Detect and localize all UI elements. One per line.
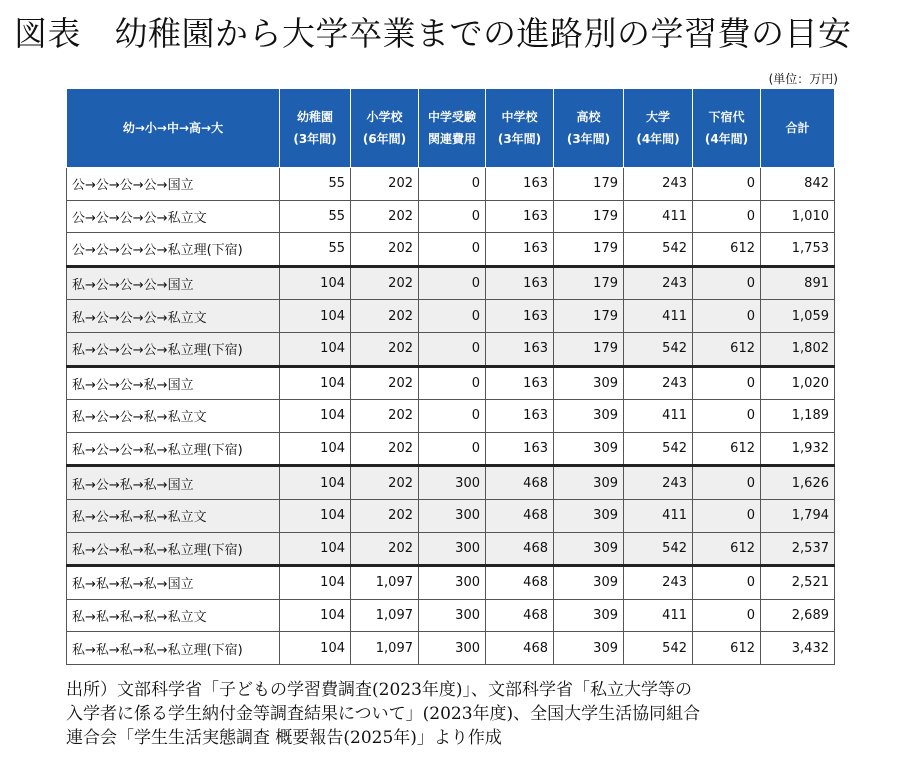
cost-cell: 0 [693, 300, 761, 333]
cost-cell: 163 [486, 233, 554, 267]
table-body [67, 168, 835, 665]
cost-cell: 468 [486, 566, 554, 600]
cost-cell: 179 [554, 233, 624, 267]
cost-cell: 3,432 [761, 632, 835, 665]
cost-cell: 202 [351, 532, 419, 566]
cost-cell: 163 [486, 300, 554, 333]
unit-note: (単位：万円) [768, 72, 838, 86]
cost-cell: 55 [280, 168, 351, 201]
table-row [67, 200, 835, 233]
table-row [67, 300, 835, 333]
cost-cell: 104 [280, 632, 351, 665]
cost-cell: 0 [693, 266, 761, 300]
cost-cell: 243 [624, 566, 693, 600]
column-header-subline: (3年間) [566, 132, 611, 146]
column-header-line: 下宿代 [708, 110, 745, 124]
cost-cell: 0 [693, 499, 761, 532]
cost-cell: 179 [554, 200, 624, 233]
cost-cell: 104 [280, 300, 351, 333]
source-line: 連合会「学生生活実態調査 概要報告(2025年)」より作成 [66, 728, 502, 748]
cost-cell: 612 [693, 432, 761, 466]
cost-cell: 0 [419, 300, 486, 333]
cost-cell: 1,010 [761, 200, 835, 233]
table-row [67, 566, 835, 600]
cost-cell: 104 [280, 599, 351, 632]
column-header-subline: (6年間) [362, 132, 407, 146]
cost-cell: 163 [486, 432, 554, 466]
cost-cell: 0 [419, 366, 486, 400]
cost-cell: 0 [419, 200, 486, 233]
cost-cell: 309 [554, 432, 624, 466]
route-cell: 私→公→公→私→国立 [67, 366, 280, 400]
source-note [66, 678, 856, 750]
source-line: 入学者に係る学生納付金等調査結果について」(2023年度)、全国大学生活協同組合 [66, 704, 701, 724]
column-header [67, 89, 280, 168]
cost-cell: 202 [351, 332, 419, 366]
route-cell: 私→私→私→私→国立 [67, 566, 280, 600]
cost-cell: 104 [280, 332, 351, 366]
cost-cell: 202 [351, 366, 419, 400]
cost-cell: 2,689 [761, 599, 835, 632]
column-header [280, 89, 351, 168]
cost-cell: 202 [351, 266, 419, 300]
cost-cell: 163 [486, 266, 554, 300]
cost-cell: 1,753 [761, 233, 835, 267]
column-header [554, 89, 624, 168]
table-row [67, 332, 835, 366]
cost-table [66, 88, 835, 665]
column-header-subline: (4年間) [704, 132, 749, 146]
table-row [67, 466, 835, 500]
cost-cell: 0 [419, 400, 486, 433]
cost-cell: 309 [554, 566, 624, 600]
cost-cell: 243 [624, 266, 693, 300]
cost-cell: 1,932 [761, 432, 835, 466]
cost-cell: 163 [486, 200, 554, 233]
cost-cell: 0 [693, 400, 761, 433]
cost-cell: 202 [351, 300, 419, 333]
cost-cell: 309 [554, 466, 624, 500]
cost-cell: 300 [419, 466, 486, 500]
column-header-line: 高校 [576, 110, 601, 124]
cost-cell: 104 [280, 566, 351, 600]
cost-cell: 0 [419, 233, 486, 267]
header-row [67, 89, 835, 168]
column-header-line: 小学校 [366, 110, 403, 124]
cost-cell: 1,097 [351, 599, 419, 632]
cost-cell: 0 [693, 599, 761, 632]
cost-cell: 411 [624, 300, 693, 333]
cost-cell: 179 [554, 332, 624, 366]
cost-cell: 309 [554, 632, 624, 665]
cost-cell: 104 [280, 366, 351, 400]
column-header-line: 大学 [645, 110, 670, 124]
cost-cell: 300 [419, 599, 486, 632]
route-cell: 私→公→公→公→私立文 [67, 300, 280, 333]
route-cell: 私→私→私→私→私立理(下宿) [67, 632, 280, 665]
cost-cell: 202 [351, 200, 419, 233]
table-row [67, 599, 835, 632]
column-header-line: 合計 [785, 121, 810, 135]
cost-cell: 612 [693, 233, 761, 267]
route-cell: 私→公→公→私→私立理(下宿) [67, 432, 280, 466]
cost-cell: 468 [486, 532, 554, 566]
column-header [351, 89, 419, 168]
cost-cell: 1,020 [761, 366, 835, 400]
route-cell: 私→公→公→公→私立理(下宿) [67, 332, 280, 366]
route-cell: 私→公→私→私→私立理(下宿) [67, 532, 280, 566]
cost-cell: 202 [351, 499, 419, 532]
cost-cell: 163 [486, 168, 554, 201]
cost-cell: 0 [693, 566, 761, 600]
cost-cell: 1,097 [351, 566, 419, 600]
cost-cell: 300 [419, 532, 486, 566]
cost-cell: 104 [280, 499, 351, 532]
cost-cell: 104 [280, 432, 351, 466]
cost-cell: 243 [624, 366, 693, 400]
cost-cell: 0 [693, 466, 761, 500]
cost-cell: 468 [486, 632, 554, 665]
cost-cell: 2,537 [761, 532, 835, 566]
cost-cell: 411 [624, 499, 693, 532]
source-line: 出所）文部科学省「子どもの学習費調査(2023年度)」、文部科学省「私立大学等の [66, 680, 693, 700]
column-header-subline: (3年間) [293, 132, 337, 146]
cost-cell: 202 [351, 466, 419, 500]
cost-cell: 300 [419, 632, 486, 665]
route-cell: 公→公→公→公→私立文 [67, 200, 280, 233]
column-header-line: 中学受験 [427, 110, 476, 124]
cost-cell: 0 [419, 332, 486, 366]
column-header-line: 幼→小→中→高→大 [122, 121, 224, 135]
cost-cell: 309 [554, 499, 624, 532]
route-cell: 私→公→私→私→私立文 [67, 499, 280, 532]
cost-cell: 309 [554, 400, 624, 433]
column-header [624, 89, 693, 168]
cost-cell: 243 [624, 466, 693, 500]
column-header-line: 幼稚園 [296, 110, 333, 124]
cost-cell: 309 [554, 532, 624, 566]
cost-cell: 243 [624, 168, 693, 201]
cost-cell: 0 [419, 266, 486, 300]
cost-cell: 104 [280, 532, 351, 566]
table-row [67, 532, 835, 566]
table-row [67, 366, 835, 400]
cost-cell: 55 [280, 233, 351, 267]
cost-cell: 468 [486, 466, 554, 500]
cost-cell: 542 [624, 233, 693, 267]
cost-cell: 179 [554, 168, 624, 201]
column-header-subline: (3年間) [497, 132, 542, 146]
cost-cell: 1,097 [351, 632, 419, 665]
cost-cell: 542 [624, 432, 693, 466]
route-cell: 私→公→私→私→国立 [67, 466, 280, 500]
column-header [761, 89, 835, 168]
cost-cell: 202 [351, 168, 419, 201]
cost-cell: 891 [761, 266, 835, 300]
cost-cell: 1,189 [761, 400, 835, 433]
cost-cell: 163 [486, 366, 554, 400]
cost-cell: 309 [554, 599, 624, 632]
cost-cell: 542 [624, 632, 693, 665]
column-header-subline: 関連費用 [427, 132, 476, 146]
cost-cell: 163 [486, 332, 554, 366]
column-header [419, 89, 486, 168]
route-cell: 私→公→公→私→私立文 [67, 400, 280, 433]
cost-cell: 309 [554, 366, 624, 400]
cost-cell: 1,626 [761, 466, 835, 500]
table-row [67, 266, 835, 300]
cost-cell: 468 [486, 499, 554, 532]
cost-cell: 202 [351, 432, 419, 466]
cost-cell: 612 [693, 332, 761, 366]
cost-cell: 104 [280, 466, 351, 500]
column-header-subline: (4年間) [636, 132, 680, 146]
table-row [67, 432, 835, 466]
cost-cell: 202 [351, 233, 419, 267]
cost-cell: 0 [693, 366, 761, 400]
column-header [693, 89, 761, 168]
table-row [67, 168, 835, 201]
cost-cell: 411 [624, 200, 693, 233]
column-header [486, 89, 554, 168]
table-row [67, 499, 835, 532]
column-header-line: 中学校 [501, 110, 538, 124]
cost-cell: 104 [280, 266, 351, 300]
page-title: 図表 幼稚園から大学卒業までの進路別の学習費の目安 [14, 14, 852, 53]
cost-cell: 842 [761, 168, 835, 201]
cost-cell: 55 [280, 200, 351, 233]
table-header [67, 89, 835, 168]
cost-cell: 179 [554, 266, 624, 300]
cost-cell: 0 [419, 168, 486, 201]
route-cell: 私→公→公→公→国立 [67, 266, 280, 300]
table-row [67, 632, 835, 665]
cost-cell: 542 [624, 332, 693, 366]
route-cell: 公→公→公→公→私立理(下宿) [67, 233, 280, 267]
cost-cell: 542 [624, 532, 693, 566]
cost-cell: 411 [624, 400, 693, 433]
cost-cell: 1,802 [761, 332, 835, 366]
cost-cell: 1,794 [761, 499, 835, 532]
cost-cell: 1,059 [761, 300, 835, 333]
cost-cell: 468 [486, 599, 554, 632]
cost-cell: 612 [693, 632, 761, 665]
cost-cell: 179 [554, 300, 624, 333]
table-row [67, 400, 835, 433]
cost-cell: 163 [486, 400, 554, 433]
cost-cell: 0 [693, 200, 761, 233]
table-row [67, 233, 835, 267]
cost-cell: 612 [693, 532, 761, 566]
cost-cell: 104 [280, 400, 351, 433]
cost-cell: 411 [624, 599, 693, 632]
cost-cell: 0 [693, 168, 761, 201]
route-cell: 公→公→公→公→国立 [67, 168, 280, 201]
cost-cell: 2,521 [761, 566, 835, 600]
cost-cell: 0 [419, 432, 486, 466]
cost-cell: 300 [419, 499, 486, 532]
route-cell: 私→私→私→私→私立文 [67, 599, 280, 632]
cost-cell: 300 [419, 566, 486, 600]
cost-cell: 202 [351, 400, 419, 433]
